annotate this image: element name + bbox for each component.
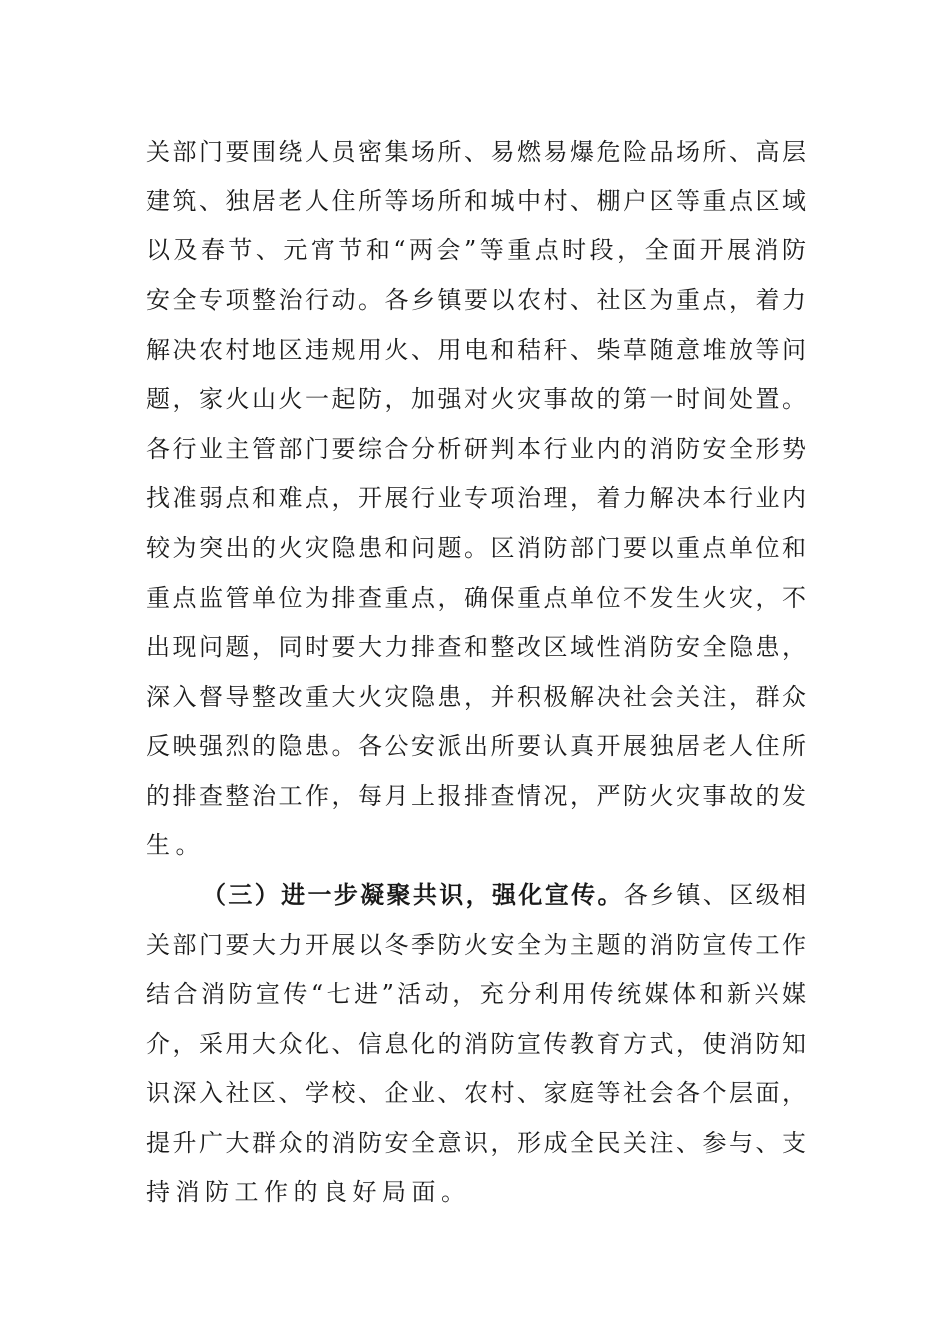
paragraph-line: 生。: [146, 831, 205, 859]
paragraph-line: 重点监管单位为排查重点，确保重点单位不发生火灾，不: [146, 584, 806, 612]
paragraph-line: 以及春节、元宵节和“两会”等重点时段，全面开展消防: [146, 236, 806, 264]
section-heading-rest: 各乡镇、区级相: [623, 881, 807, 909]
paragraph-line: 结合消防宣传“七进”活动，充分利用传统媒体和新兴媒: [146, 980, 806, 1008]
paragraph-line: 找准弱点和难点，开展行业专项治理，着力解决本行业内: [146, 484, 806, 512]
paragraph-line: 解决农村地区违规用火、用电和秸秆、柴草随意堆放等问: [146, 336, 806, 364]
paragraph-line: 出现问题，同时要大力排查和整改区域性消防安全隐患，: [146, 633, 806, 661]
paragraph-line: 建筑、独居老人住所等场所和城中村、棚户区等重点区域: [146, 187, 806, 215]
paragraph-line: 关部门要大力开展以冬季防火安全为主题的消防宣传工作: [146, 931, 806, 959]
paragraph-line: 反映强烈的隐患。各公安派出所要认真开展独居老人住所: [146, 732, 806, 760]
paragraph-line: 题，家火山火一起防，加强对火灾事故的第一时间处置。: [146, 385, 806, 413]
paragraph-line: 识深入社区、学校、企业、农村、家庭等社会各个层面，: [146, 1079, 806, 1107]
section-heading-line: [202, 875, 806, 915]
paragraph-line: 安全专项整治行动。各乡镇要以农村、社区为重点，着力: [146, 286, 806, 314]
paragraph-line: 介，采用大众化、信息化的消防宣传教育方式，使消防知: [146, 1030, 806, 1058]
paragraph-line: 较为突出的火灾隐患和问题。区消防部门要以重点单位和: [146, 534, 806, 562]
paragraph-line: 关部门要围绕人员密集场所、易燃易爆危险品场所、高层: [146, 138, 806, 166]
paragraph-line: 提升广大群众的消防安全意识，形成全民关注、参与、支: [146, 1129, 806, 1157]
paragraph-line: 持消防工作的良好局面。: [146, 1178, 471, 1206]
paragraph-line: 深入督导整改重大火灾隐患，并积极解决社会关注，群众: [146, 683, 806, 711]
paragraph-line: 各行业主管部门要综合分析研判本行业内的消防安全形势: [146, 435, 806, 463]
paragraph-line: 的排查整治工作，每月上报排查情况，严防火灾事故的发: [146, 782, 806, 810]
section-heading: （三）进一步凝聚共识，强化宣传。: [202, 881, 624, 909]
